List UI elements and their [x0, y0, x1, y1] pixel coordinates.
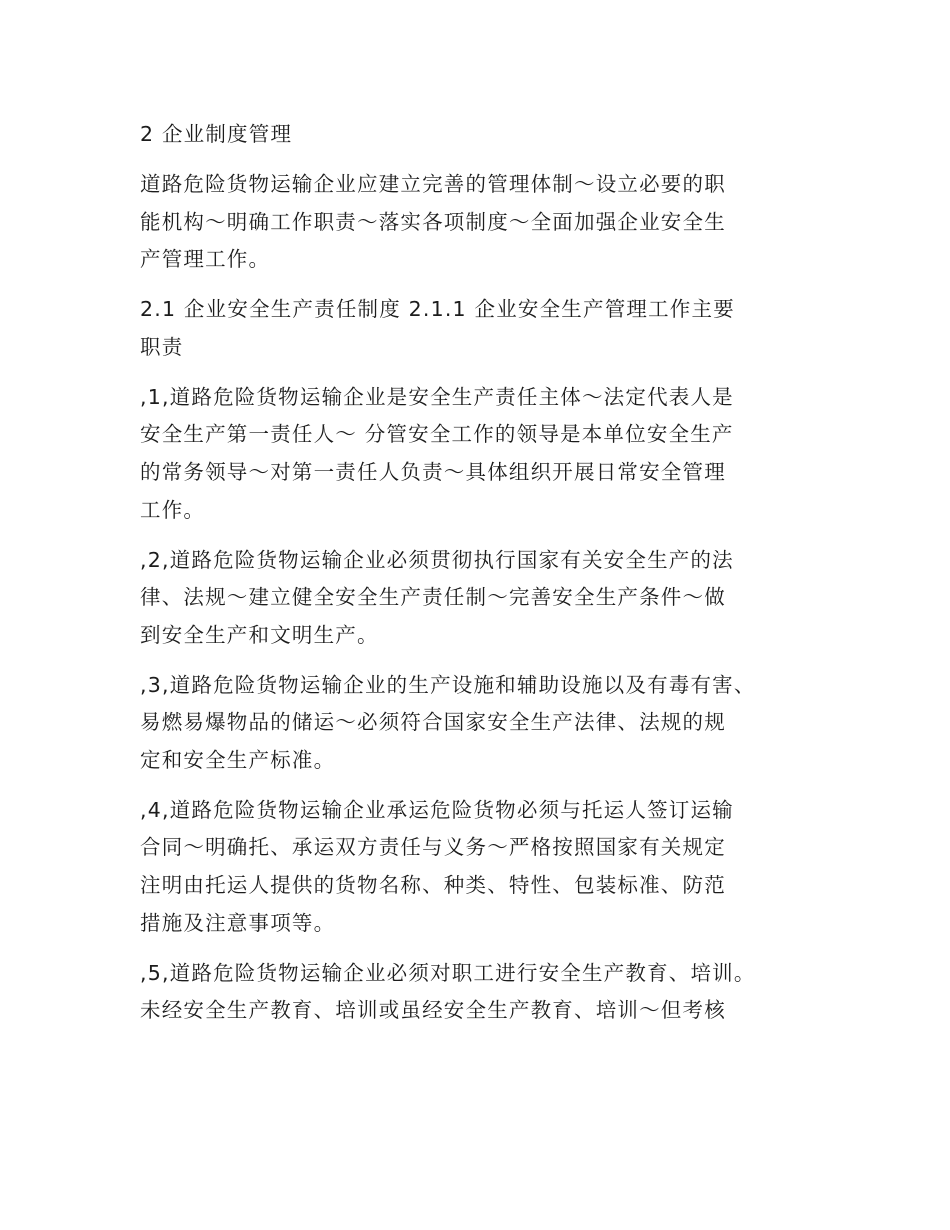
text-line: ,4,道路危险货物运输企业承运危险货物必须与托运人签订运输 [140, 797, 734, 822]
text-line: ,2,道路危险货物运输企业必须贯彻执行国家有关安全生产的法 [140, 547, 734, 572]
subsection-heading [140, 291, 812, 366]
text-line: 工作。 [140, 497, 206, 522]
text-line: 产管理工作。 [140, 247, 271, 272]
text-line: 措施及注意事项等。 [140, 910, 336, 935]
paragraph-item-1 [140, 379, 812, 529]
text-line: 合同～明确托、承运双方责任与义务～严格按照国家有关规定 [140, 835, 726, 860]
text-line: ,3,道路危险货物运输企业的生产设施和辅助设施以及有毒有害、 [140, 672, 756, 697]
text-line: 道路危险货物运输企业应建立完善的管理体制～设立必要的职 [140, 171, 726, 196]
text-line: 职责 [140, 334, 184, 359]
paragraph-item-2 [140, 542, 812, 655]
paragraph-item-3 [140, 667, 812, 780]
paragraph-intro [140, 166, 812, 279]
text-line: 2 企业制度管理 [140, 122, 293, 146]
text-line: 到安全生产和文明生产。 [140, 622, 379, 647]
text-line: 2.1 企业安全生产责任制度 2.1.1 企业安全生产管理工作主要 [140, 297, 735, 322]
text-line: 安全生产第一责任人～ 分管安全工作的领导是本单位安全生产 [140, 422, 734, 447]
text-line: 能机构～明确工作职责～落实各项制度～全面加强企业安全生 [140, 209, 726, 234]
paragraph-item-5 [140, 955, 812, 1030]
text-line: 律、法规～建立健全安全生产责任制～完善安全生产条件～做 [140, 585, 726, 610]
text-line: ,5,道路危险货物运输企业必须对职工进行安全生产教育、培训。 [140, 960, 756, 985]
section-heading [140, 116, 812, 154]
text-line: 定和安全生产标准。 [140, 747, 336, 772]
paragraph-item-4 [140, 792, 812, 942]
text-line: ,1,道路危险货物运输企业是安全生产责任主体～法定代表人是 [140, 384, 734, 409]
text-line: 未经安全生产教育、培训或虽经安全生产教育、培训～但考核 [140, 998, 726, 1023]
document-body [140, 116, 812, 1042]
text-line: 的常务领导～对第一责任人负责～具体组织开展日常安全管理 [140, 459, 726, 484]
text-line: 注明由托运人提供的货物名称、种类、特性、包装标准、防范 [140, 873, 726, 898]
text-line: 易燃易爆物品的储运～必须符合国家安全生产法律、法规的规 [140, 710, 726, 735]
